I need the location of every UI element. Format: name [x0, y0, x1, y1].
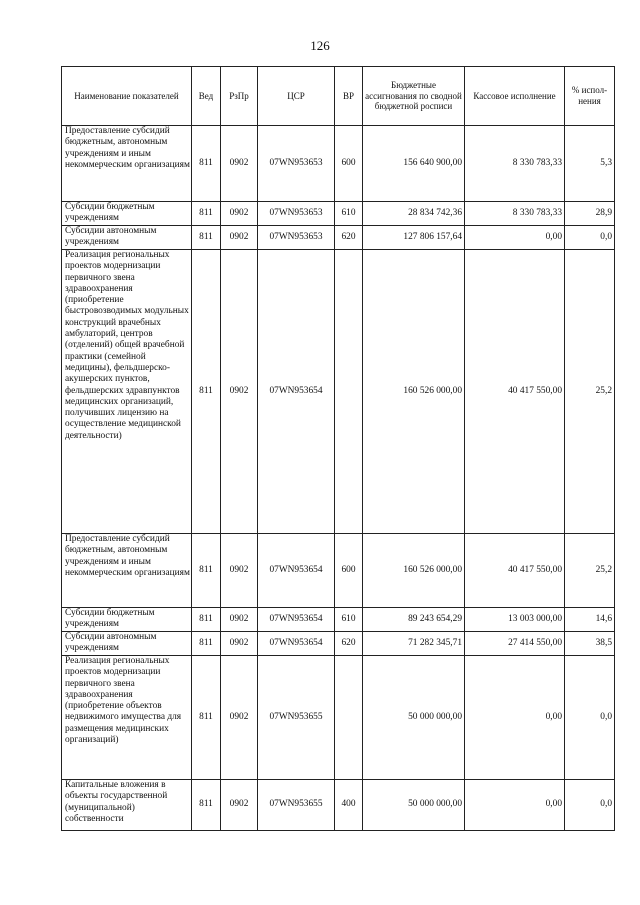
table-row — [62, 226, 615, 250]
header-cash: Кассовое исполнение — [465, 67, 565, 126]
header-budget: Бюджетные ассигнования по сводной бюджетной росписи — [363, 67, 465, 126]
header-csr: ЦСР — [258, 67, 335, 126]
row-budget: 127 806 157,64 — [363, 226, 465, 250]
row-name: Капитальные вложения в объекты государственной (муниципальной) собственности — [62, 780, 192, 831]
row-budget: 28 834 742,36 — [363, 202, 465, 226]
row-name: Субсидии автономным учреждениям — [62, 632, 192, 656]
row-percent: 25,2 — [565, 250, 615, 534]
row-csr: 07WN953654 — [258, 534, 335, 608]
header-name: Наименование показателей — [62, 67, 192, 126]
row-name: Субсидии бюджетным учреждениям — [62, 202, 192, 226]
row-percent: 0,0 — [565, 656, 615, 780]
table-row — [62, 250, 615, 534]
row-budget: 160 526 000,00 — [363, 534, 465, 608]
row-csr: 07WN953653 — [258, 226, 335, 250]
row-percent: 28,9 — [565, 202, 615, 226]
row-csr: 07WN953654 — [258, 632, 335, 656]
table-row — [62, 202, 615, 226]
row-rzpr: 0902 — [221, 226, 258, 250]
row-rzpr: 0902 — [221, 608, 258, 632]
row-cash: 40 417 550,00 — [465, 534, 565, 608]
row-vr: 610 — [335, 608, 363, 632]
row-ved: 811 — [192, 632, 221, 656]
row-ved: 811 — [192, 202, 221, 226]
table-header-row — [62, 67, 615, 126]
row-rzpr: 0902 — [221, 632, 258, 656]
table-row — [62, 780, 615, 831]
row-budget: 50 000 000,00 — [363, 656, 465, 780]
row-rzpr: 0902 — [221, 126, 258, 202]
row-csr: 07WN953655 — [258, 780, 335, 831]
row-rzpr: 0902 — [221, 780, 258, 831]
row-cash: 27 414 550,00 — [465, 632, 565, 656]
row-cash: 0,00 — [465, 226, 565, 250]
table-row — [62, 656, 615, 780]
row-budget: 71 282 345,71 — [363, 632, 465, 656]
row-percent: 0,0 — [565, 226, 615, 250]
row-budget: 160 526 000,00 — [363, 250, 465, 534]
row-rzpr: 0902 — [221, 250, 258, 534]
row-vr: 400 — [335, 780, 363, 831]
row-budget: 89 243 654,29 — [363, 608, 465, 632]
table-row — [62, 632, 615, 656]
row-ved: 811 — [192, 226, 221, 250]
row-ved: 811 — [192, 656, 221, 780]
row-cash: 0,00 — [465, 780, 565, 831]
row-name: Предоставление субсидий бюджетным, автономным учреждениям и иным некоммерческим организациям — [62, 534, 192, 608]
table-row — [62, 126, 615, 202]
row-ved: 811 — [192, 780, 221, 831]
row-percent: 5,3 — [565, 126, 615, 202]
row-budget: 156 640 900,00 — [363, 126, 465, 202]
row-csr: 07WN953653 — [258, 126, 335, 202]
table-row — [62, 534, 615, 608]
row-cash: 40 417 550,00 — [465, 250, 565, 534]
row-rzpr: 0902 — [221, 202, 258, 226]
row-ved: 811 — [192, 250, 221, 534]
row-name: Реализация региональных проектов модернизации первичного звена здравоохранения (приобретение объектов недвижимого имущества для размещения медицинских организаций) — [62, 656, 192, 780]
header-vr: ВР — [335, 67, 363, 126]
header-percent: % испол-нения — [565, 67, 615, 126]
row-vr — [335, 250, 363, 534]
row-csr: 07WN953653 — [258, 202, 335, 226]
row-percent: 38,5 — [565, 632, 615, 656]
table-row — [62, 608, 615, 632]
row-ved: 811 — [192, 608, 221, 632]
row-name: Реализация региональных проектов модернизации первичного звена здравоохранения (приобретение быстровозводимых модульных конструкций врачебных амбулаторий, центров (отделений) общей врачебной практики (семейной медицины), фельдшерско-акушерских пунктов, фельдшерских здравпунктов медицинских организаций, получивших лицензию на осуществление медицинской деятельности) — [62, 250, 192, 534]
row-vr — [335, 656, 363, 780]
row-rzpr: 0902 — [221, 534, 258, 608]
page-number: 126 — [310, 38, 330, 53]
row-cash: 8 330 783,33 — [465, 202, 565, 226]
row-cash: 0,00 — [465, 656, 565, 780]
row-vr: 610 — [335, 202, 363, 226]
row-percent: 14,6 — [565, 608, 615, 632]
row-budget: 50 000 000,00 — [363, 780, 465, 831]
row-name: Субсидии автономным учреждениям — [62, 226, 192, 250]
row-ved: 811 — [192, 126, 221, 202]
row-name: Субсидии бюджетным учреждениям — [62, 608, 192, 632]
row-cash: 13 003 000,00 — [465, 608, 565, 632]
row-csr: 07WN953655 — [258, 656, 335, 780]
row-cash: 8 330 783,33 — [465, 126, 565, 202]
row-vr: 620 — [335, 226, 363, 250]
row-vr: 600 — [335, 126, 363, 202]
header-ved: Вед — [192, 67, 221, 126]
row-rzpr: 0902 — [221, 656, 258, 780]
header-rzpr: РзПр — [221, 67, 258, 126]
row-csr: 07WN953654 — [258, 250, 335, 534]
row-vr: 600 — [335, 534, 363, 608]
budget-execution-table — [61, 66, 615, 831]
row-percent: 0,0 — [565, 780, 615, 831]
row-percent: 25,2 — [565, 534, 615, 608]
row-vr: 620 — [335, 632, 363, 656]
row-name: Предоставление субсидий бюджетным, автономным учреждениям и иным некоммерческим организациям — [62, 126, 192, 202]
row-ved: 811 — [192, 534, 221, 608]
row-csr: 07WN953654 — [258, 608, 335, 632]
